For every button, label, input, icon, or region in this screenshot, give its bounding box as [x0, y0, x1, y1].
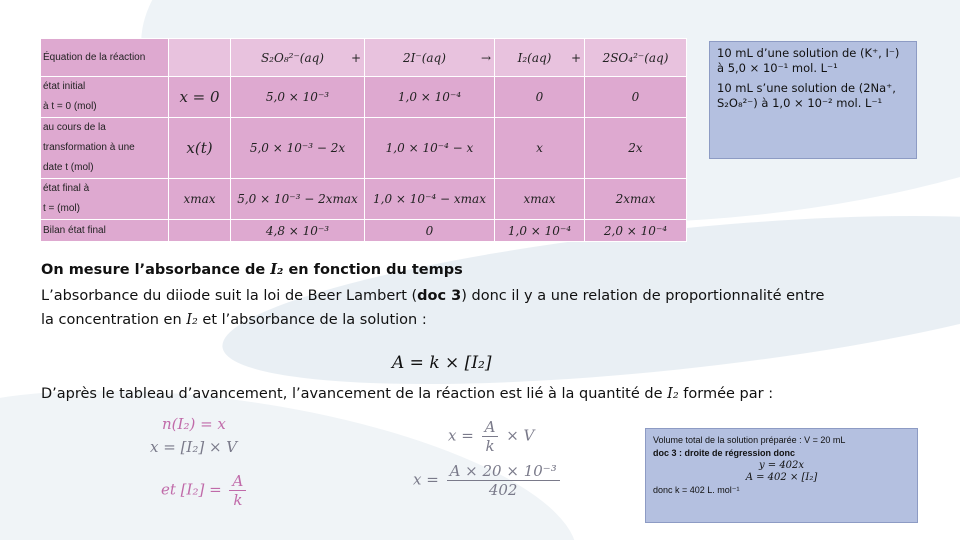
cell-product-1: 0 [495, 77, 585, 118]
cell-product-2: 2x [585, 118, 687, 179]
label-during [41, 118, 169, 179]
equation-concentration-fraction [161, 472, 249, 509]
paragraph-text: et l’absorbance de la solution : [197, 312, 427, 328]
solution-2-text: 10 mL s’une solution de (2Na⁺, S₂O₈²⁻) à 1,0 × 10⁻² mol. L⁻¹ [717, 81, 896, 110]
paragraph-line-1 [41, 288, 824, 304]
cell-reactant-2: 0 [365, 220, 495, 242]
label-line: au cours de la [43, 122, 106, 133]
label-line: date t (mol) [43, 162, 94, 173]
cell-reactant-1: 4,8 × 10⁻³ [231, 220, 365, 242]
table-row-bilan [41, 220, 687, 242]
paragraph-text: L’absorbance du diiode suit la loi de Beer Lambert ( [41, 288, 418, 304]
doc-reference: doc 3 [417, 288, 462, 304]
label-line: état initial [43, 81, 86, 92]
absorbance-equation: A = 402 × [I₂] [745, 472, 818, 483]
doc3-box [645, 428, 918, 523]
label-line: état final à [43, 183, 90, 194]
header-reactant-2 [365, 39, 495, 77]
equation-x-numeric [413, 462, 563, 499]
equation-prefix: et [I₂] = [161, 480, 222, 499]
header-reactant-1 [231, 39, 365, 77]
cell-x: xmax [169, 179, 231, 220]
fraction-denominator: 402 [488, 481, 518, 499]
label-initial [41, 77, 169, 118]
volume-text: Volume total de la solution préparée : V = 20 mL [653, 435, 846, 445]
label-bilan: Bilan état final [41, 220, 169, 242]
title-text: en fonction du temps [283, 262, 463, 278]
fraction [229, 472, 246, 509]
cell-reactant-1: 5,0 × 10⁻³ − 2x [231, 118, 365, 179]
cell-reactant-2: 1,0 × 10⁻⁴ [365, 77, 495, 118]
table-row-during [41, 118, 687, 179]
table-row-initial [41, 77, 687, 118]
fraction-denominator: k [485, 437, 495, 455]
product-1-text: I₂(aq) [517, 50, 552, 65]
beer-lambert-formula: A = k × [I₂] [392, 353, 492, 373]
cell-reactant-1: 5,0 × 10⁻³ − 2xmax [231, 179, 365, 220]
label-final [41, 179, 169, 220]
fraction-numerator: A [229, 472, 246, 491]
fraction-numerator: A × 20 × 10⁻³ [447, 462, 560, 481]
equation-n-i2: n(I₂) = x [162, 415, 226, 433]
plus-sign: + [570, 50, 581, 65]
paragraph-text: formée par : [678, 386, 774, 402]
cell-empty [169, 39, 231, 77]
solution-1-text: 10 mL d’une solution de (K⁺, I⁻) à 5,0 × 10⁻¹ mol. L⁻¹ [717, 46, 900, 75]
table-row-equation [41, 39, 687, 77]
plus-sign: + [350, 50, 361, 65]
equation-prefix: x = [448, 426, 474, 445]
paragraph-text: ) donc il y a une relation de proportionnalité entre [461, 288, 825, 304]
reactant-1-text: S₂O₈²⁻(aq) [260, 50, 324, 65]
fraction-numerator: A [482, 418, 499, 437]
table-row-final [41, 179, 687, 220]
cell-product-2: 2xmax [585, 179, 687, 220]
solutions-info-box [709, 41, 917, 159]
cell-x: x = 0 [169, 77, 231, 118]
section-title [41, 261, 463, 278]
paragraph-variable: I₂ [186, 312, 198, 328]
fraction [447, 462, 560, 499]
equation-prefix: x = [413, 470, 439, 489]
equation-x-concentration: x = [I₂] × V [150, 438, 238, 456]
fraction [482, 418, 499, 455]
paragraph-line-3 [41, 386, 773, 402]
doc3-title: doc 3 : droite de régression donc [653, 448, 796, 458]
cell-product-1: 1,0 × 10⁻⁴ [495, 220, 585, 242]
k-value: donc k = 402 L. mol⁻¹ [653, 485, 740, 495]
fraction-denominator: k [233, 491, 243, 509]
cell-x: x(t) [169, 118, 231, 179]
cell-reactant-1: 5,0 × 10⁻³ [231, 77, 365, 118]
paragraph-variable: I₂ [667, 386, 679, 402]
cell-product-2: 0 [585, 77, 687, 118]
header-product-2: 2SO₄²⁻(aq) [585, 39, 687, 77]
equation-suffix: × V [506, 426, 535, 445]
title-text: On mesure l’absorbance de [41, 262, 271, 278]
cell-reactant-2: 1,0 × 10⁻⁴ − x [365, 118, 495, 179]
header-product-1 [495, 39, 585, 77]
reactant-2-text: 2I⁻(aq) [403, 50, 446, 65]
cell-product-2: 2,0 × 10⁻⁴ [585, 220, 687, 242]
paragraph-line-2 [41, 312, 427, 328]
label-line: transformation à une [43, 142, 135, 153]
label-equation: Équation de la réaction [41, 39, 169, 77]
title-variable: I₂ [270, 261, 284, 278]
equation-x-a-over-k [448, 418, 534, 455]
cell-product-1: xmax [495, 179, 585, 220]
regression-equation: y = 402x [758, 460, 805, 471]
cell-product-1: x [495, 118, 585, 179]
cell-reactant-2: 1,0 × 10⁻⁴ − xmax [365, 179, 495, 220]
reaction-arrow: → [480, 50, 491, 65]
label-line: à t = 0 (mol) [43, 101, 97, 112]
paragraph-text: la concentration en [41, 312, 187, 328]
cell-x [169, 220, 231, 242]
label-line: t = (mol) [43, 203, 80, 214]
paragraph-text: D’après le tableau d’avancement, l’avancement de la réaction est lié à la quantité de [41, 386, 668, 402]
advancement-table [40, 38, 687, 242]
